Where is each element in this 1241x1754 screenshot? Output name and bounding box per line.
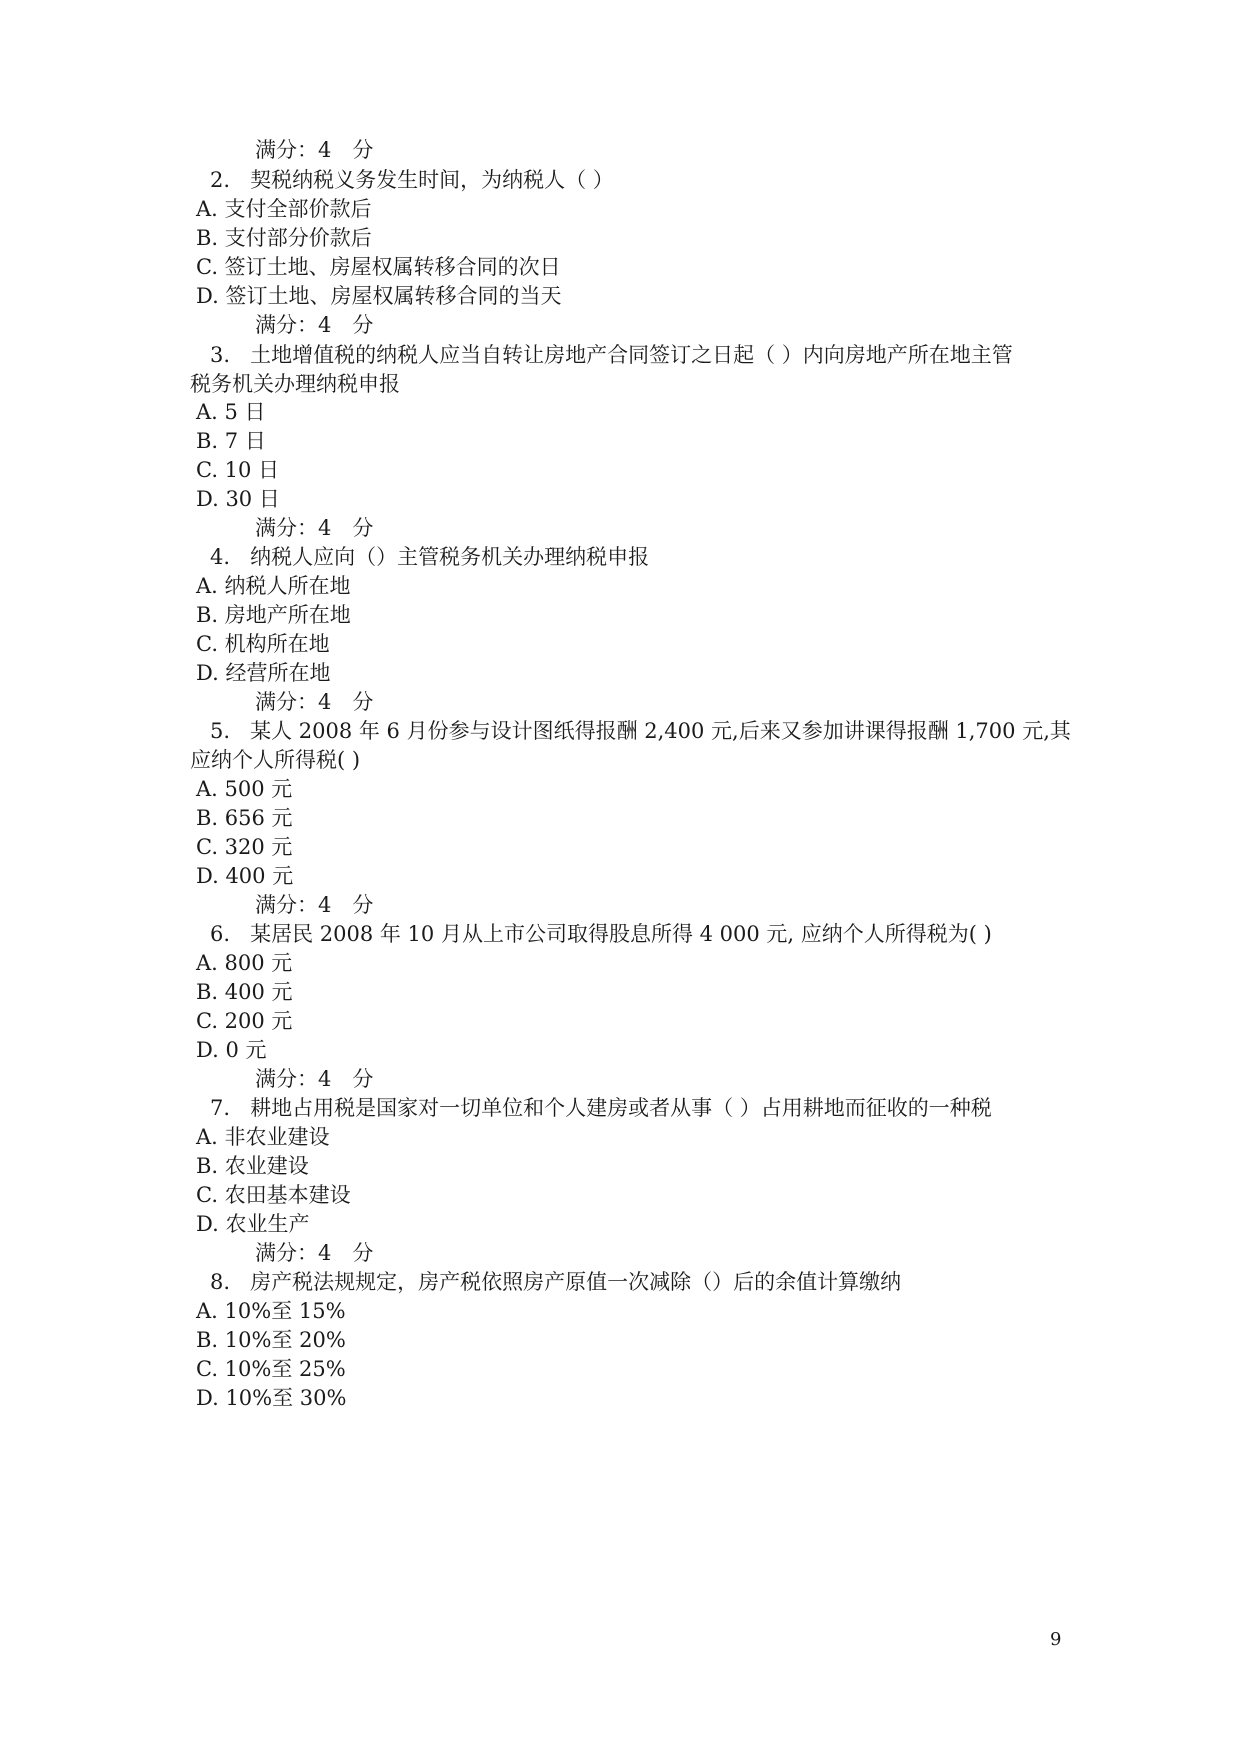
score-line: 满分：4 分	[255, 313, 374, 337]
question-number: 5.	[210, 719, 231, 743]
option-a: A. 800 元	[196, 951, 293, 975]
option-a: A. 5 日	[196, 400, 266, 424]
question-number: 8.	[210, 1270, 231, 1294]
option-d: D. 0 元	[196, 1038, 267, 1062]
option-d: D. 30 日	[196, 487, 280, 511]
option-b: B. 400 元	[196, 980, 293, 1004]
question-number: 7.	[210, 1096, 231, 1120]
score-line: 满分：4 分	[255, 516, 374, 540]
question-6	[210, 920, 992, 948]
score-line: 满分：4 分	[255, 1067, 374, 1091]
question-8	[210, 1268, 901, 1296]
option-d: D. 签订土地、房屋权属转移合同的当天	[196, 284, 562, 308]
option-b: B. 农业建设	[196, 1154, 309, 1178]
option-d: D. 农业生产	[196, 1212, 310, 1236]
option-a: A. 非农业建设	[196, 1125, 330, 1149]
option-b: B. 7 日	[196, 429, 266, 453]
option-d: D. 经营所在地	[196, 661, 331, 685]
option-a: A. 10%至 15%	[196, 1299, 346, 1323]
question-text: 契税纳税义务发生时间，为纳税人（ ）	[250, 168, 614, 192]
option-c: C. 农田基本建设	[196, 1183, 351, 1207]
option-b: B. 房地产所在地	[196, 603, 351, 627]
option-c: C. 10%至 25%	[196, 1357, 346, 1381]
option-c: C. 200 元	[196, 1009, 293, 1033]
question-7	[210, 1094, 992, 1122]
option-d: D. 400 元	[196, 864, 294, 888]
question-text: 耕地占用税是国家对一切单位和个人建房或者从事（ ）占用耕地而征收的一种税	[250, 1096, 992, 1120]
score-line: 满分：4 分	[255, 138, 374, 162]
option-d: D. 10%至 30%	[196, 1386, 347, 1410]
question-number: 3.	[210, 343, 231, 367]
question-number: 2.	[210, 168, 231, 192]
question-text: 某居民 2008 年 10 月从上市公司取得股息所得 4 000 元, 应纳个人所得税为( )	[250, 922, 992, 946]
option-c: C. 10 日	[196, 458, 280, 482]
question-text-continued: 应纳个人所得税( )	[190, 748, 361, 772]
option-b: B. 656 元	[196, 806, 293, 830]
option-b: B. 10%至 20%	[196, 1328, 346, 1352]
question-2	[210, 166, 614, 194]
page-number: 9	[1050, 1629, 1062, 1650]
option-b: B. 支付部分价款后	[196, 226, 372, 250]
option-c: C. 签订土地、房屋权属转移合同的次日	[196, 255, 561, 279]
question-4	[210, 543, 649, 571]
question-number: 4.	[210, 545, 231, 569]
question-text: 土地增值税的纳税人应当自转让房地产合同签订之日起（ ）内向房地产所在地主管	[250, 343, 1013, 367]
question-number: 6.	[210, 922, 231, 946]
question-3	[210, 341, 1013, 369]
option-a: A. 纳税人所在地	[196, 574, 351, 598]
question-text: 某人 2008 年 6 月份参与设计图纸得报酬 2,400 元,后来又参加讲课得报酬 1,700 元,其	[250, 719, 1071, 743]
option-a: A. 500 元	[196, 777, 293, 801]
question-5	[210, 717, 1071, 745]
score-line: 满分：4 分	[255, 690, 374, 714]
question-text: 纳税人应向（）主管税务机关办理纳税申报	[250, 545, 650, 569]
question-text: 房产税法规规定，房产税依照房产原值一次减除（）后的余值计算缴纳	[250, 1270, 902, 1294]
question-text-continued: 税务机关办理纳税申报	[190, 372, 400, 396]
option-c: C. 机构所在地	[196, 632, 330, 656]
option-a: A. 支付全部价款后	[196, 197, 372, 221]
score-line: 满分：4 分	[255, 1241, 374, 1265]
score-line: 满分：4 分	[255, 893, 374, 917]
option-c: C. 320 元	[196, 835, 293, 859]
